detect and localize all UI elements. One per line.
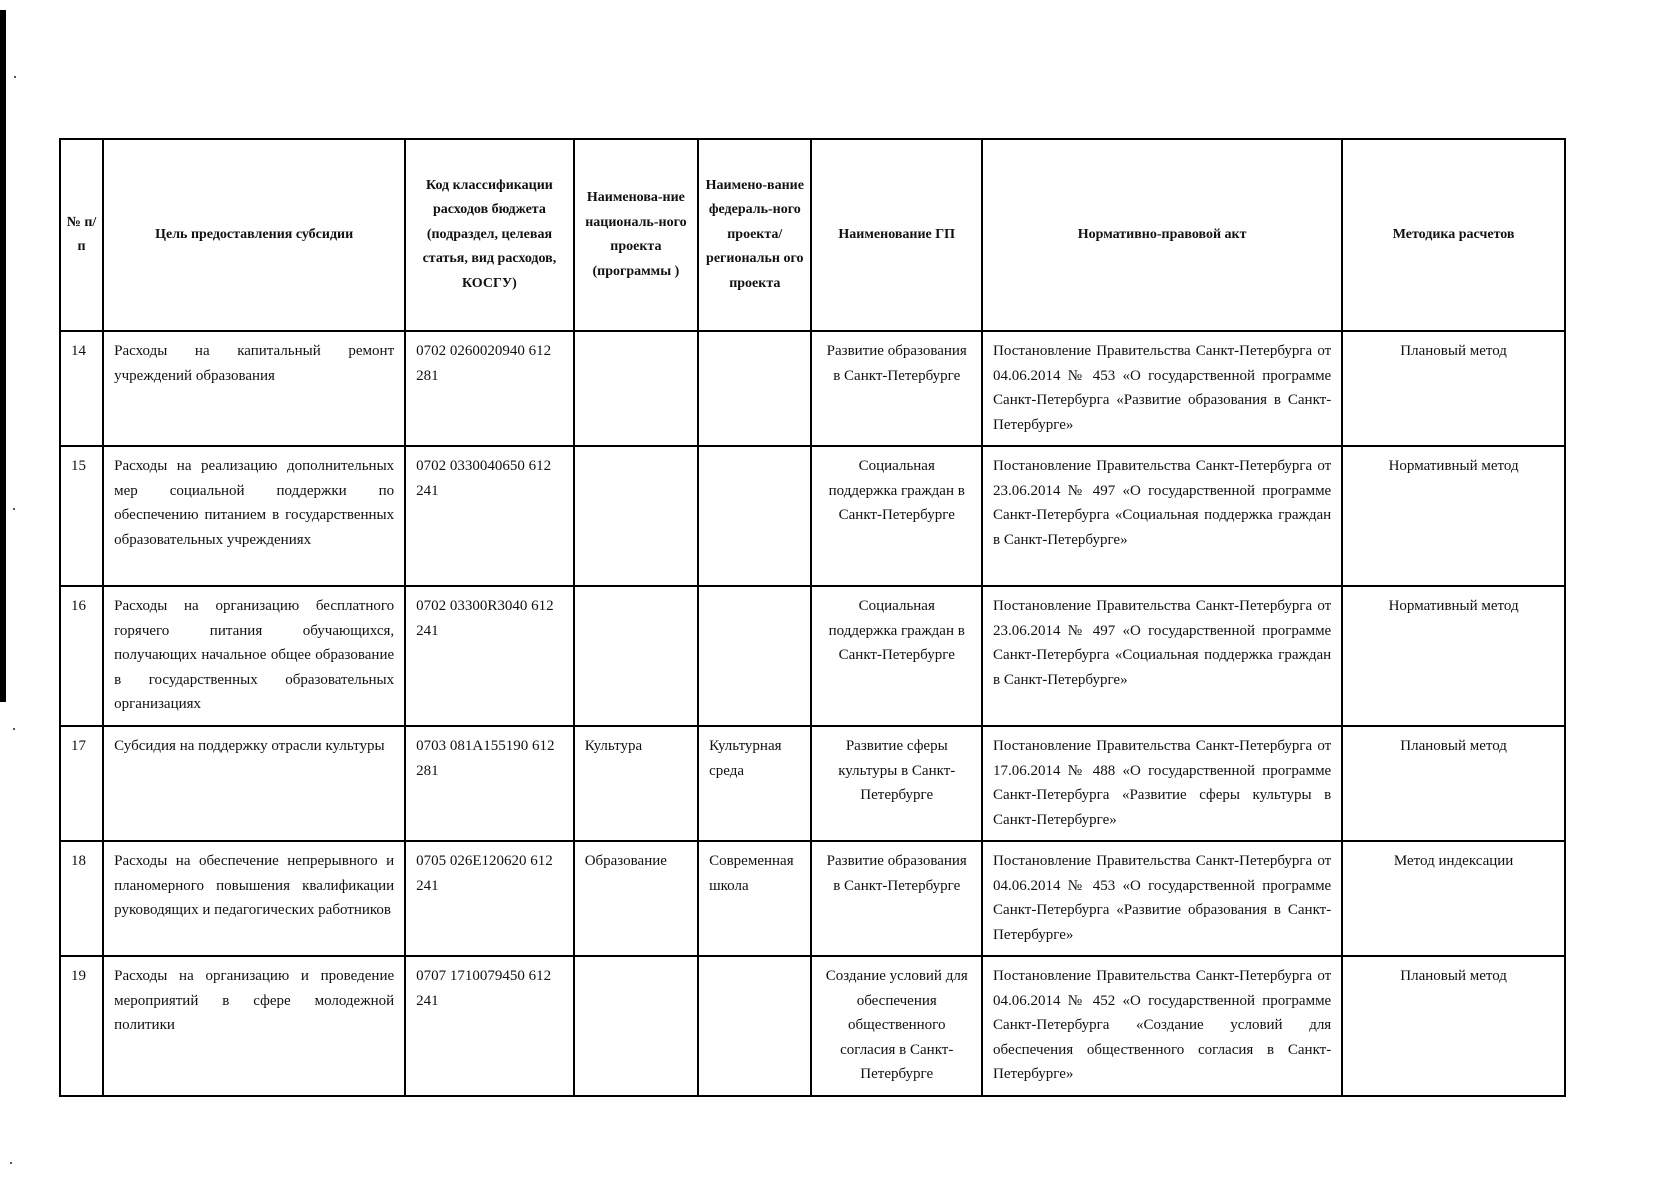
row-num: 19 — [60, 956, 103, 1096]
table-row — [60, 446, 1565, 586]
row-national-project — [574, 586, 698, 726]
row-federal-project: Культурная среда — [698, 726, 811, 841]
row-num: 17 — [60, 726, 103, 841]
row-num: 16 — [60, 586, 103, 726]
row-national-project: Образование — [574, 841, 698, 956]
row-national-project — [574, 331, 698, 446]
row-gp: Развитие образования в Санкт-Петербурге — [811, 841, 982, 956]
row-method: Нормативный метод — [1342, 446, 1565, 586]
row-method: Нормативный метод — [1342, 586, 1565, 726]
scan-edge-bar — [0, 10, 6, 702]
row-act: Постановление Правительства Санкт-Петербурга от 23.06.2014 № 497 «О государственной программе Санкт-Петербурга «Социальная поддержка граждан в Санкт-Петербурге» — [982, 446, 1342, 586]
header-method: Методика расчетов — [1342, 139, 1565, 331]
row-purpose: Расходы на организацию и проведение мероприятий в сфере молодежной политики — [103, 956, 405, 1096]
row-act: Постановление Правительства Санкт-Петербурга от 17.06.2014 № 488 «О государственной программе Санкт-Петербурга «Развитие сферы культуры в Санкт-Петербурге» — [982, 726, 1342, 841]
header-code: Код классификации расходов бюджета (подраздел, целевая статья, вид расходов, КОСГУ) — [405, 139, 574, 331]
row-method: Плановый метод — [1342, 331, 1565, 446]
header-row — [60, 139, 1565, 331]
table-row — [60, 726, 1565, 841]
row-code: 0702 0330040650 612 241 — [405, 446, 574, 586]
table-row — [60, 331, 1565, 446]
row-federal-project — [698, 586, 811, 726]
row-gp: Социальная поддержка граждан в Санкт-Петербурге — [811, 586, 982, 726]
header-num: № п/ п — [60, 139, 103, 331]
table-row — [60, 956, 1565, 1096]
table-row — [60, 586, 1565, 726]
table-row — [60, 841, 1565, 956]
row-federal-project — [698, 956, 811, 1096]
row-gp: Развитие сферы культуры в Санкт-Петербурге — [811, 726, 982, 841]
row-code: 0707 1710079450 612 241 — [405, 956, 574, 1096]
header-purpose: Цель предоставления субсидии — [103, 139, 405, 331]
row-national-project: Культура — [574, 726, 698, 841]
header-national-project: Наименова-ние националь-ного проекта (программы ) — [574, 139, 698, 331]
row-gp: Создание условий для обеспечения общественного согласия в Санкт-Петербурге — [811, 956, 982, 1096]
row-purpose: Субсидия на поддержку отрасли культуры — [103, 726, 405, 841]
row-purpose: Расходы на капитальный ремонт учреждений образования — [103, 331, 405, 446]
header-act: Нормативно-правовой акт — [982, 139, 1342, 331]
scan-speck — [13, 728, 15, 730]
row-method: Плановый метод — [1342, 956, 1565, 1096]
row-method: Метод индексации — [1342, 841, 1565, 956]
row-purpose: Расходы на организацию бесплатного горячего питания обучающихся, получающих начальное общее образование в государственных образовательных организациях — [103, 586, 405, 726]
scan-speck — [13, 508, 15, 510]
row-act: Постановление Правительства Санкт-Петербурга от 04.06.2014 № 453 «О государственной программе Санкт-Петербурга «Развитие образования в Санкт-Петербурге» — [982, 331, 1342, 446]
row-act: Постановление Правительства Санкт-Петербурга от 04.06.2014 № 453 «О государственной программе Санкт-Петербурга «Развитие образования в Санкт-Петербурге» — [982, 841, 1342, 956]
scan-speck — [10, 1162, 12, 1164]
row-federal-project — [698, 331, 811, 446]
row-federal-project: Современная школа — [698, 841, 811, 956]
row-gp: Развитие образования в Санкт-Петербурге — [811, 331, 982, 446]
row-num: 15 — [60, 446, 103, 586]
header-federal-project: Наимено-вание федераль-ного проекта/ региональн ого проекта — [698, 139, 811, 331]
subsidy-table — [59, 138, 1566, 1097]
row-method: Плановый метод — [1342, 726, 1565, 841]
row-national-project — [574, 446, 698, 586]
row-gp: Социальная поддержка граждан в Санкт-Петербурге — [811, 446, 982, 586]
row-num: 14 — [60, 331, 103, 446]
row-code: 0705 026E120620 612 241 — [405, 841, 574, 956]
scan-speck — [14, 76, 16, 78]
header-gp: Наименование ГП — [811, 139, 982, 331]
row-act: Постановление Правительства Санкт-Петербурга от 04.06.2014 № 452 «О государственной программе Санкт-Петербурга «Создание условий для обеспечения общественного согласия в Санкт-Петербурге» — [982, 956, 1342, 1096]
row-act: Постановление Правительства Санкт-Петербурга от 23.06.2014 № 497 «О государственной программе Санкт-Петербурга «Социальная поддержка граждан в Санкт-Петербурге» — [982, 586, 1342, 726]
row-national-project — [574, 956, 698, 1096]
row-code: 0703 081A155190 612 281 — [405, 726, 574, 841]
row-federal-project — [698, 446, 811, 586]
row-purpose: Расходы на реализацию дополнительных мер социальной поддержки по обеспечению питанием в государственных образовательных учреждениях — [103, 446, 405, 586]
row-purpose: Расходы на обеспечение непрерывного и планомерного повышения квалификации руководящих и педагогических работников — [103, 841, 405, 956]
row-code: 0702 03300R3040 612 241 — [405, 586, 574, 726]
row-code: 0702 0260020940 612 281 — [405, 331, 574, 446]
row-num: 18 — [60, 841, 103, 956]
